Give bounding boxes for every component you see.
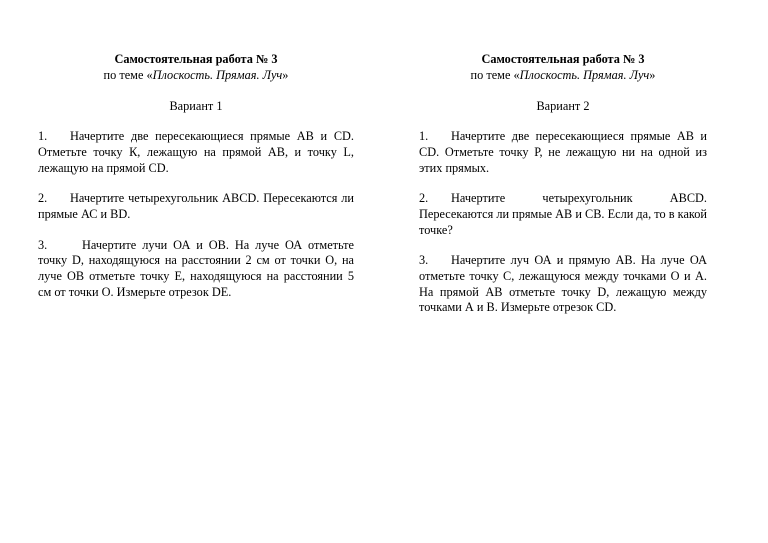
task-text: Начертите лучи ОА и ОВ. На луче ОА отметьте точку D, находящуюся на расстоянии 2 см от точки О, на луче ОВ отметьте точку Е, находящуюся на расстоянии 5 см от точки О. Измерьте отрезок DE. <box>38 237 354 299</box>
task-text: Начертите четырехугольник ABCD. Пересекаются ли прямые АС и BD. <box>38 191 354 221</box>
topic-suffix: » <box>649 67 656 82</box>
work-title: Самостоятельная работа № 3 <box>114 52 278 66</box>
task-text: Начертите четырехугольник ABCD. Пересекаются ли прямые АВ и СВ. Если да, то в какой точке? <box>419 191 707 237</box>
topic-prefix: по теме « <box>103 67 153 82</box>
task-item <box>38 238 354 301</box>
task-number: 2. <box>419 191 429 206</box>
topic-suffix: » <box>282 67 289 82</box>
topic-line <box>419 68 707 84</box>
task-item <box>38 129 354 176</box>
task-list <box>38 129 354 300</box>
variant-label: Вариант 1 <box>169 99 223 114</box>
task-number: 1. <box>419 129 429 144</box>
task-text: Начертите луч ОА и прямую АВ. На луче ОА отметьте точку С, лежащуюся между точками О и А. На прямой АВ отметьте точку D, лежащую между точками А и В. Измерьте отрезок CD. <box>419 253 707 315</box>
task-number: 1. <box>38 129 48 144</box>
variant-1-column <box>38 52 354 315</box>
task-item <box>38 191 354 222</box>
task-item <box>419 191 707 238</box>
topic-prefix: по теме « <box>470 67 520 82</box>
task-number: 2. <box>38 191 48 206</box>
task-item <box>419 129 707 176</box>
task-number: 3. <box>38 237 48 252</box>
topic-line <box>38 68 354 84</box>
task-text: Начертите две пересекающиеся прямые АВ и CD. Отметьте точку К, лежащую на прямой АВ, и точку L, лежащую на прямой CD. <box>38 129 354 175</box>
topic-name: Плоскость. Прямая. Луч <box>152 67 283 82</box>
task-text: Начертите две пересекающиеся прямые АВ и CD. Отметьте точку Р, не лежащую ни на одной из этих прямых. <box>419 129 707 175</box>
topic-name: Плоскость. Прямая. Луч <box>519 67 650 82</box>
task-number: 3. <box>419 253 429 268</box>
variant-2-column <box>419 52 707 331</box>
task-item <box>419 253 707 316</box>
variant-label: Вариант 2 <box>536 99 590 114</box>
task-list <box>419 129 707 316</box>
work-title: Самостоятельная работа № 3 <box>481 52 645 66</box>
